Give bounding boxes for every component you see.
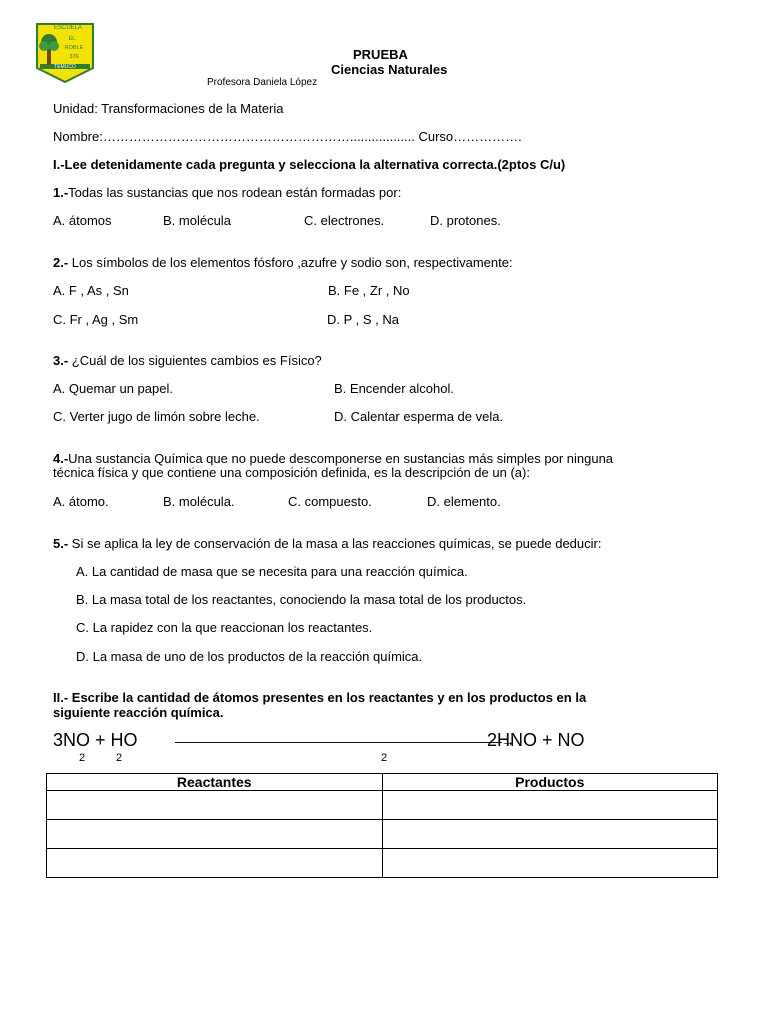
equation-subscript-1: 2 xyxy=(79,752,86,764)
logo-text-1: ESCUELA xyxy=(53,25,83,31)
products-header: Productos xyxy=(382,774,718,791)
q1-option-a[interactable]: A. átomos xyxy=(53,213,112,228)
subject-title: Ciencias Naturales xyxy=(331,62,448,77)
table-row xyxy=(47,820,718,849)
name-course-line: Nombre:………………………………………………….................. Curso……………. xyxy=(53,129,522,144)
q3-option-b[interactable]: B. Encender alcohol. xyxy=(334,381,454,396)
question-1 xyxy=(53,185,401,200)
logo-text-2: EL xyxy=(68,36,76,42)
school-logo xyxy=(34,22,96,84)
q4-option-b[interactable]: B. molécula. xyxy=(163,494,235,509)
reactants-cell[interactable] xyxy=(47,849,383,878)
q3-option-d[interactable]: D. Calentar esperma de vela. xyxy=(334,409,504,424)
test-title: PRUEBA xyxy=(353,47,408,62)
question-1-text: Todas las sustancias que nos rodean están formadas por: xyxy=(68,185,402,200)
q4-option-d[interactable]: D. elemento. xyxy=(427,494,501,509)
products-cell[interactable] xyxy=(382,791,718,820)
answer-table xyxy=(46,773,718,878)
question-5-text: Si se aplica la ley de conservación de la masa a las reacciones químicas, se puede deducir: xyxy=(68,536,602,551)
question-3-number: 3.- xyxy=(53,353,69,368)
q4-option-a[interactable]: A. átomo. xyxy=(53,494,109,509)
section-1-heading: I.-Lee detenidamente cada pregunta y selecciona la alternativa correcta.(2ptos C/u) xyxy=(53,157,566,172)
table-row xyxy=(47,791,718,820)
q1-option-d[interactable]: D. protones. xyxy=(430,213,501,228)
question-4-number: 4.- xyxy=(53,451,69,466)
q2-option-c[interactable]: C. Fr , Ag , Sm xyxy=(53,312,139,327)
q2-option-b[interactable]: B. Fe , Zr , No xyxy=(328,283,410,298)
table-row xyxy=(47,849,718,878)
question-5 xyxy=(53,536,601,551)
question-3-text: ¿Cuál de los siguientes cambios es Físico? xyxy=(68,353,322,368)
equation-products: 2HNO + NO xyxy=(487,730,585,750)
school-crest-icon xyxy=(34,22,96,84)
question-1-number: 1.- xyxy=(53,185,69,200)
logo-text-4: 376 xyxy=(69,54,79,60)
logo-text-5: TEMUCO xyxy=(54,64,76,70)
q1-option-b[interactable]: B. molécula xyxy=(163,213,231,228)
question-2 xyxy=(53,255,513,270)
q2-option-a[interactable]: A. F , As , Sn xyxy=(53,283,129,298)
teacher-name: Profesora Daniela López xyxy=(207,77,318,88)
equation-subscript-3: 2 xyxy=(381,752,388,764)
q5-option-a[interactable]: A. La cantidad de masa que se necesita para una reacción química. xyxy=(76,564,468,579)
reactants-cell[interactable] xyxy=(47,791,383,820)
question-4-text-line-1: Una sustancia Química que no puede descomponerse en sustancias más simples por ninguna xyxy=(68,451,614,466)
q4-option-c[interactable]: C. compuesto. xyxy=(288,494,372,509)
products-cell[interactable] xyxy=(382,820,718,849)
reactants-header: Reactantes xyxy=(47,774,383,791)
q5-option-c[interactable]: C. La rapidez con la que reaccionan los reactantes. xyxy=(76,620,373,635)
q5-option-d[interactable]: D. La masa de uno de los productos de la reacción química. xyxy=(76,649,423,664)
question-5-number: 5.- xyxy=(53,536,69,551)
table-header-row xyxy=(47,774,718,791)
section-2-heading-line-1: II.- Escribe la cantidad de átomos presentes en los reactantes y en los productos en la xyxy=(53,690,587,705)
q1-option-c[interactable]: C. electrones. xyxy=(304,213,385,228)
q3-option-c[interactable]: C. Verter jugo de limón sobre leche. xyxy=(53,409,260,424)
unit-label: Unidad: Transformaciones de la Materia xyxy=(53,101,284,116)
q3-option-a[interactable]: A. Quemar un papel. xyxy=(53,381,173,396)
q2-option-d[interactable]: D. P , S , Na xyxy=(327,312,400,327)
products-cell[interactable] xyxy=(382,849,718,878)
reactants-cell[interactable] xyxy=(47,820,383,849)
question-4-text-line-2: técnica física y que contiene una composición definida, es la descripción de un (a): xyxy=(53,465,530,480)
equation-subscript-2: 2 xyxy=(116,752,123,764)
q5-option-b[interactable]: B. La masa total de los reactantes, conociendo la masa total de los productos. xyxy=(76,592,527,607)
question-2-text: Los símbolos de los elementos fósforo ,azufre y sodio son, respectivamente: xyxy=(68,255,513,270)
question-3 xyxy=(53,353,322,368)
equation-arrow: ––––––––––––––––––––––––––––––––––––––––––––––––→ xyxy=(175,733,514,749)
equation-reactants: 3NO + HO xyxy=(53,730,138,750)
question-4 xyxy=(53,451,613,466)
question-2-number: 2.- xyxy=(53,255,69,270)
section-2-heading-line-2: siguiente reacción química. xyxy=(53,705,224,720)
logo-text-3: ROBLE xyxy=(64,45,84,51)
